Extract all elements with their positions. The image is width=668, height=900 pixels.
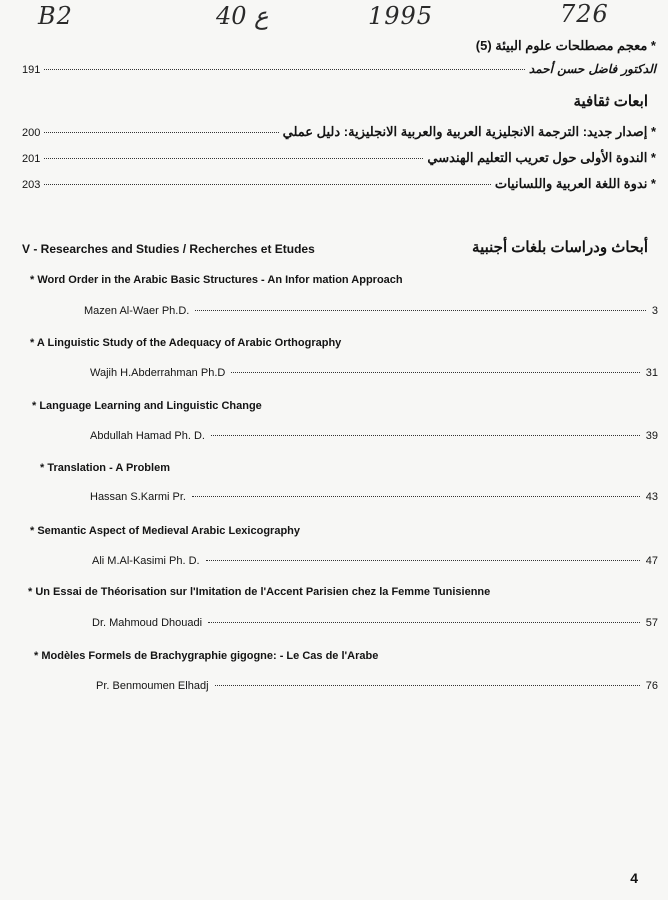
handwritten-mark-number: 726 <box>560 0 609 28</box>
article-page: 39 <box>645 430 658 442</box>
article-author: Ali M.Al-Kasimi Ph. D. <box>92 555 200 567</box>
article-page: 31 <box>645 367 658 379</box>
article-page: 76 <box>645 680 658 692</box>
handwritten-mark-b2: B2 <box>38 2 73 30</box>
article-line <box>90 491 658 503</box>
article-title: * A Linguistic Study of the Adequacy of Arabic Orthography <box>30 337 342 349</box>
dot-leader <box>44 69 525 70</box>
cultural-item-text: * الندوة الأولى حول تعريب التعليم الهندسي <box>427 150 656 165</box>
cultural-item-page: 201 <box>22 153 41 165</box>
article-title: * Semantic Aspect of Medieval Arabic Lexicography <box>30 525 300 537</box>
article-page: 3 <box>651 305 658 317</box>
article-line <box>96 680 658 692</box>
dot-leader <box>206 560 640 561</box>
article-author: Abdullah Hamad Ph. D. <box>90 430 205 442</box>
cultural-item-text: * ندوة اللغة العربية واللسانيات <box>494 176 656 191</box>
dot-leader <box>195 310 646 311</box>
dot-leader <box>44 158 423 159</box>
article-title: * Modèles Formels de Brachygraphie gigogne: - Le Cas de l'Arabe <box>34 650 379 662</box>
handwritten-mark-year: 1995 <box>368 2 434 30</box>
article-line <box>90 430 658 442</box>
dot-leader <box>192 496 640 497</box>
article-title: * Word Order in the Arabic Basic Structures - An Infor mation Approach <box>30 274 403 286</box>
cultural-item <box>22 150 656 166</box>
article-page: 43 <box>645 491 658 503</box>
section-title-en: V - Researches and Studies / Recherches et Etudes <box>22 242 315 256</box>
dot-leader <box>208 622 640 623</box>
dot-leader <box>215 685 640 686</box>
article-line <box>92 617 658 629</box>
arabic-entry-author: الدكتور فاضل حسن أحمد <box>528 62 656 76</box>
cultural-item-page: 203 <box>22 179 41 191</box>
section-title-ar: أبحاث ودراسات بلغات أجنبية <box>472 239 648 256</box>
article-title: * Un Essai de Théorisation sur l'Imitation de l'Accent Parisien chez la Femme Tunisienne <box>28 586 491 598</box>
arabic-entry-title: * معجم مصطلحات علوم البيئة (5) <box>475 38 656 53</box>
dot-leader <box>44 184 491 185</box>
cultural-item-page: 200 <box>22 127 41 139</box>
article-title: * Translation - A Problem <box>40 462 170 474</box>
handwritten-mark-issue: 40 ع <box>216 2 269 30</box>
article-page: 57 <box>645 617 658 629</box>
cultural-item <box>22 124 656 140</box>
cultural-item <box>22 176 656 192</box>
cultural-item-text: * إصدار جديد: الترجمة الانجليزية العربية والعربية الانجليزية: دليل عملي <box>282 124 656 139</box>
dot-leader <box>44 132 278 133</box>
article-line <box>90 367 658 379</box>
dot-leader <box>211 435 640 436</box>
article-author: Wajih H.Abderrahman Ph.D <box>90 367 226 379</box>
arabic-entry-line <box>22 62 656 76</box>
arabic-entry-page: 191 <box>22 64 41 76</box>
page-number: 4 <box>630 870 638 886</box>
article-page: 47 <box>645 555 658 567</box>
article-title: * Language Learning and Linguistic Change <box>32 400 262 412</box>
article-author: Pr. Benmoumen Elhadj <box>96 680 209 692</box>
cultural-heading: ابعات ثقافية <box>573 93 648 110</box>
article-author: Hassan S.Karmi Pr. <box>90 491 186 503</box>
article-author: Dr. Mahmoud Dhouadi <box>92 617 203 629</box>
article-line <box>84 305 658 317</box>
dot-leader <box>231 372 639 373</box>
article-author: Mazen Al-Waer Ph.D. <box>84 305 190 317</box>
article-line <box>92 555 658 567</box>
